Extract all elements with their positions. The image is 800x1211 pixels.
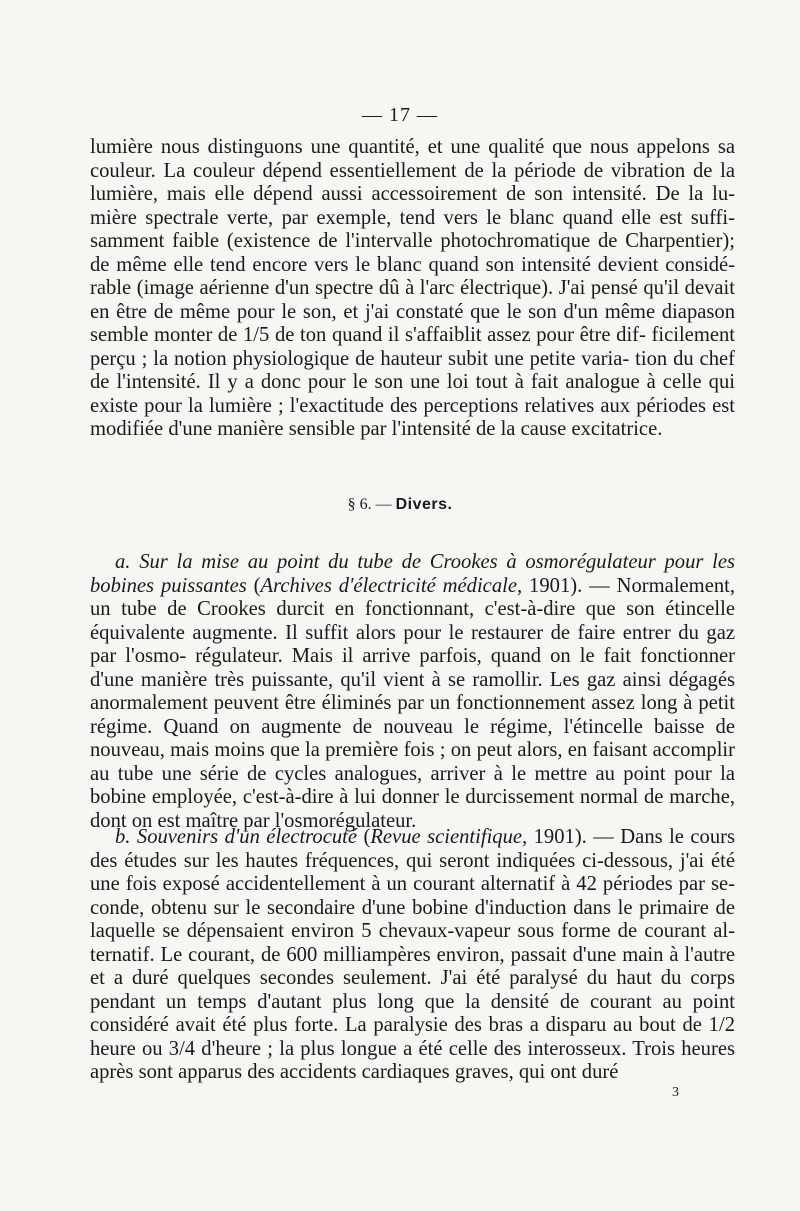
item-b-label: b. bbox=[115, 826, 131, 848]
item-b-source: Revue scientifique, bbox=[370, 826, 528, 848]
signature-mark: 3 bbox=[672, 1085, 679, 1100]
section-title: Divers. bbox=[395, 496, 453, 513]
section-number: § 6. bbox=[347, 496, 372, 513]
item-a-paragraph: a. Sur la mise au point du tube de Crookes à osmorégulateur pour les bobines puissantes (Archives d'électricité médicale, 1901). — Normalement, un tube de Crookes durcit en fonctionnant, c'est-à-dire que son étincelle équivalente augmente. Il suffit alors pour le restaurer de faire entrer du gaz par l'osmo- régulateur. Mais il arrive parfois, quand on le fait fonctionner d'une manière très puissante, qu'il vient à se ramollir. Les gaz ainsi dégagés anormalement peuvent être éliminés par un fonctionnement assez long à petit régime. Quand on augmente de nouveau le régime, l'étincelle baisse de nouveau, mais moins que la première fois ; on peut alors, en faisant accomplir au tube une série de cycles analogues, arriver à le mettre au point pour la bobine employée, c'est-à-dire à lui donner le durcissement normal de marche, dont on est maître par l'osmorégulateur. bbox=[90, 551, 736, 832]
paragraph-intensity-perception: lumière nous distinguons une quantité, et une qualité que nous appelons sa couleur. La couleur dépend essentiellement de la période de vibration de la lumière, mais elle dépend aussi accessoirement de son intensité. De la lu- mière spectrale verte, par exemple, tend vers le blanc quand elle est suffi- samment faible (existence de l'intervalle photochromatique de Charpentier); de même elle tend encore vers le blanc quand son intensité devient considé- rable (image aérienne d'un spectre dû à l'arc électrique). J'ai pensé qu'il devait en être de même pour le son, et j'ai constaté que le son d'un même diapason semble monter de 1/5 de ton quand il s'affaiblit assez pour être dif- ficilement perçu ; la notion physiologique de hauteur subit une petite varia- tion du chef de l'intensité. Il y a donc pour le son une loi tout à fait analogue à celle qui existe pour la lumière ; l'exactitude des perceptions relatives aux périodes est modifiée d'une manière sensible par l'intensité de la cause excitatrice. bbox=[90, 136, 735, 440]
item-a-source: Archives d'électricité médicale, bbox=[260, 574, 523, 597]
section-dash: — bbox=[375, 496, 392, 513]
item-b-title: Souvenirs d'un électrocuté bbox=[136, 826, 358, 848]
item-b-year: 1901 bbox=[533, 826, 575, 848]
item-a-title: Sur la mise au point du tube de Crookes à osmorégulateur pour les bobines puissantes bbox=[90, 551, 735, 597]
item-a-label: a. bbox=[115, 551, 131, 573]
page-folio: — 17 — bbox=[362, 104, 438, 126]
item-a-year: 1901 bbox=[529, 574, 571, 597]
item-a-body: — Normalement, un tube de Crookes durcit en fonctionnant, c'est-à-dire que son étincelle équivalente augmente. Il suffit alors pour le restaurer de faire entrer du gaz par l'osmo- régulateur. Mais il arrive parfois, quand on le fait fonctionner d'une manière très puissante, qu'il vient à se ramollir. Les gaz ainsi dégagés anormalement peuvent être éliminés par un fonctionnement assez long à petit régime. Quand on augmente de nouveau le régime, l'étincelle baisse de nouveau, mais moins que la première fois ; on peut alors, en faisant accomplir au tube une série de cycles analogues, arriver à le mettre au point pour la bobine employée, c'est-à-dire à lui donner le durcissement normal de marche, dont on est maître par l'osmorégulateur. bbox=[90, 574, 736, 832]
section-heading bbox=[0, 496, 800, 514]
item-b-paragraph: b. Souvenirs d'un électrocuté (Revue scientifique, 1901). — Dans le cours des études sur les hautes fréquences, qui seront indiquées ci-dessous, j'ai été une fois exposé accidentellement à un courant alternatif à 42 périodes par se- conde, obtenu sur le secondaire d'une bobine d'induction dans le primaire de laquelle se dépensaient environ 5 chevaux-vapeur sous forme de courant al- ternatif. Le courant, de 600 milliampères environ, passait d'une main à l'autre et a duré quelques secondes seulement. J'ai été paralysé du haut du corps pendant un temps d'autant plus long que la densité de courant au point considéré avait été plus forte. La paralysie des bras a disparu au bout de 1/2 heure ou 3/4 d'heure ; la plus longue a été celle des interosseux. Trois heures après sont apparus des accidents cardiaques graves, qui ont duré bbox=[90, 826, 735, 1083]
item-b-body: — Dans le cours des études sur les hautes fréquences, qui seront indiquées ci-dessous, j'ai été une fois exposé accidentellement à un courant alternatif à 42 périodes par se- conde, obtenu sur le secondaire d'une bobine d'induction dans le primaire de laquelle se dépensaient environ 5 chevaux-vapeur sous forme de courant al- ternatif. Le courant, de 600 milliampères environ, passait d'une main à l'autre et a duré quelques secondes seulement. J'ai été paralysé du haut du corps pendant un temps d'autant plus long que la densité de courant au point considéré avait été plus forte. La paralysie des bras a disparu au bout de 1/2 heure ou 3/4 d'heure ; la plus longue a été celle des interosseux. Trois heures après sont apparus des accidents cardiaques graves, qui ont duré bbox=[90, 826, 735, 1083]
